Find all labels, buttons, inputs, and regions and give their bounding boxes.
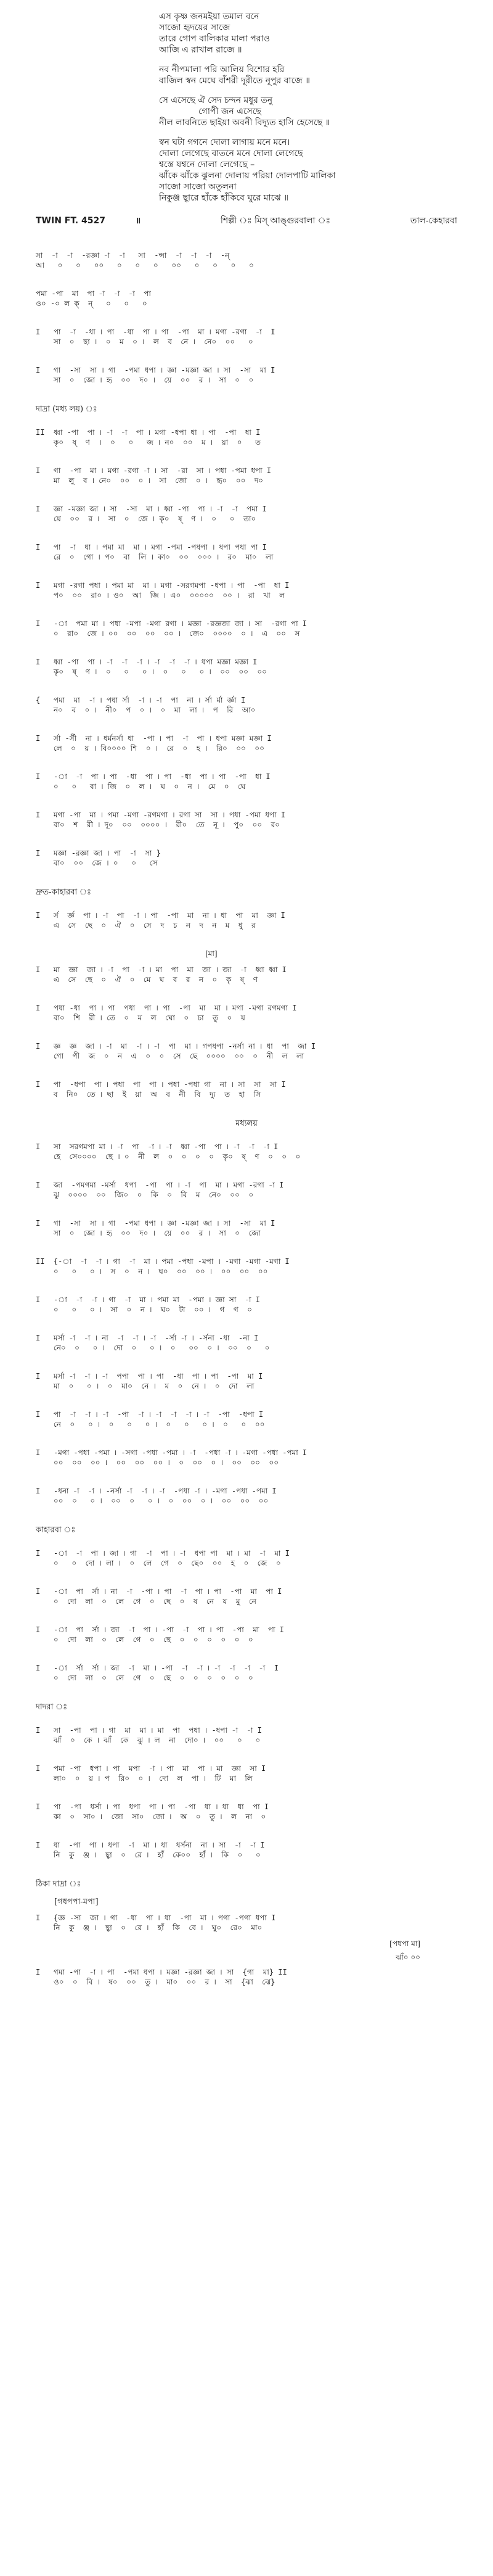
lyric-syllables: ০ ০ ০ । সা ০ ন । ঘ০ টা ০০ । গ গ ০ [36,1305,261,1314]
swara-line: I র্সা -র্সী না । ধর্মনর্সা ধা -পা । পা -া পা । ধপা মজ্ঞা মজ্ঞা I [36,734,272,743]
lyric-syllables: নে০ ০ ০ । দো ০ ০ । ০ ০০ ০ । ০০ ০ ০ [36,1344,279,1352]
swara-line: I পা -া -া । -া -পা -া । -া -া -া । -া -পা -ধপা I [36,1410,264,1419]
notation-row [36,427,457,447]
notation-row [36,1041,457,1061]
section-heading: দাদরা ঃ [36,1703,68,1712]
swara-line: পমা -পা মা পা -া -া -া পা [36,289,151,298]
lyric-syllables: ০ দো লা ০ লে গে ০ ছে ০ ০ ০ ০ ০ ০ [36,1674,263,1682]
lyric-syllables: ০ দো লা ০ লে গে ০ ছে ০ ০ ০ ০ ০ ০ [36,1635,263,1644]
notation-annotation: ঝাঁ০ ০০ [396,1953,420,1962]
notation-row [36,1003,457,1023]
notation-row [36,1725,457,1745]
lyric-syllables: কৃ০ ষ্ ণ । ০ ০ জ । ন০ ০০ ম । য়া ০ ত [36,438,270,447]
swara-line: I গা -সা সা । গা -পমা ধপা । জ্ঞা -মজ্ঞা জা । সা -সা মা I [36,1219,275,1228]
lyric-syllables: কৃ০ ষ্ ণ । ০ ০ ০ । ০ ০ ০ । ০০ ০০ ০০ [36,667,276,676]
swara-line: I -া পা র্সা । না -া -পা । পা -া পা । পা -পা মা পা I [36,1587,282,1596]
swara-line: I পা -ধপা পা । পধা পা পা । পধা -পধা গা না । সা সা সা I [36,1080,286,1089]
lyric-syllables: ঝাঁ ০ কে । ঝাঁ কে ঝু । ল না দো০ । ০০ ০ ০ [36,1736,269,1744]
section-heading: দাদ্রা (মধ্য লয়) ঃ [36,405,97,414]
swara-line: I -া -া -া । গা -া মা । পমা মা -পমা । জ্ঞা সা -া I [36,1295,260,1304]
swara-line: II ধ্বা -পা পা । -া -া পা । মগা -ধপা ধা । পা -পা ধা I [36,428,261,437]
notation-row [36,1410,457,1429]
swara-line: I গা -পা মা । মগা -রগা -া । সা -রা সা । পধা -পমা ধপা I [36,466,271,475]
notation-row [36,580,457,600]
lyric-syllables: বা০ শি রী । তে ০ ম ল ঘো ০ চা তু ০ য় [36,1013,255,1022]
swara-line: I -া পা র্সা । জা -া পা । -পা -া পা । পা -পা মা পা I [36,1625,284,1634]
notation-row [36,619,457,638]
lyric-syllables: এ সে ছে ০ ঐ ০ মে ঘ ব র ন ০ কৃ ষ্ ণ [36,975,267,984]
lyrics-line: গোপী জন এসেছে [198,107,261,117]
lyric-syllables: সা ০ জো । হৃ ০০ দ০ । য়ে ০০ র । সা ০ জো [36,1229,270,1237]
lyrics-line: সে এসেছে ঐ সেদ চন্দন মধুর তনু [159,96,273,105]
notation-row [36,1448,457,1468]
notation-row [36,542,457,562]
notation-row [36,695,457,715]
swara-line: I -া -া পা । পা -ধা পা । পা -ধা পা । পা -পা ধা I [36,772,271,781]
notation-annotation: [মা] [205,949,218,958]
swara-line: I -া র্সা র্সা । জা -া মা । -পা -া -া । -া -া -া -া I [36,1664,279,1672]
lyrics-stanza [159,64,479,86]
lyric-syllables: হে সে০০০০ ছে । ০ নী ল ০ ০ ০ ০ কৃ০ ষ্ ণ ০ ০ ০ [36,1152,309,1161]
swaralipi-notation [36,250,457,1987]
section-heading: মধ্যলয় [235,1119,258,1128]
swara-line: I মা জ্ঞা জা । -া পা -া । মা পা মা জা । জা -া ধ্বা ধ্বা I [36,965,287,974]
lyrics-line: সাজো সাজো অতুলনা [159,182,237,192]
lyrics-stanza [159,95,479,128]
swara-line: I পা -া ধা । পমা মা মা । মগা -পমা -পধপা । ধপা পধা পা I [36,543,267,551]
swara-line: I ধা -পা পা । ধপা -া মা । ধা ধর্সনা না । সা -া -া I [36,1841,265,1849]
lyrics-line: শ্বস্তে যশ্বনে দোলা লেগেছে – [159,160,255,170]
swara-line: I গমা -পা -া । পা -পমা ধপা । মজ্ঞা -রজ্ঞা জা । সা {গা মা} II [36,1968,287,1976]
notation-row [36,1663,457,1683]
lyric-syllables: ন০ ব ০ । নী০ প ০ । ০ মা লা । প রি আ০ [36,706,264,714]
swara-line: I জা -পমগমা -মর্সা ধপা -পা পা । -া পা মা । মগা -রগা -া I [36,1181,284,1189]
swara-line: II {-া -া -া । গা -া মা । পমা -পধা -মপা । -মগা -মগা -মগা I [36,1257,290,1266]
notation-row [36,365,457,385]
song-lyrics [159,11,479,204]
swara-line: I সা -পা পা । গা মা মা । মা পা পধা । -ধপা -া -া I [36,1726,262,1735]
lyrics-line: নব নীপমালা পরি আলিয় বিশোর হরি [159,65,285,75]
lyric-syllables: সা ০ জো । হৃ ০০ দ০ । য়ে ০০ র । সা ০ ০ [36,376,263,384]
swara-line: I সা সরগমপা মা । -া পা -া । -া ধ্বা -পা পা । -া -া -া I [36,1142,279,1151]
lyrics-line: সাজো হৃদয়ের সাজে [159,23,230,33]
notation-row [36,772,457,791]
notation-row [36,1625,457,1645]
swara-line: I -া পমা মা । পধা -মপা -মগা রগা । মজ্ঞা -রজ্ঞজা জা । সা -রগা পা I [36,619,308,628]
notation-row [36,965,457,985]
lyrics-line: বাজিল স্বন মেঘে বাঁশরী দূরীতে নূপুর বাজে ॥ [159,76,311,86]
swara-line: I পা -া -ধা । পা -ধা পা । পা -পা মা । মগা -রগা -া I [36,328,275,336]
notation-row [36,810,457,830]
artist-name: শিল্পী ঃ মিস্ আঙ্গুরবালা ঃ [220,216,331,226]
swara-line: I ধ্বা -পা পা । -া -া -া । -া -া -া । ধপা মজ্ঞা মজ্ঞা I [36,658,258,666]
lyric-syllables: কা ০ সা০ । জো সা০ জো । অ ০ তু । ল না ০ [36,1812,275,1821]
notation-row [36,327,457,347]
lyric-syllables: ০০ ০০ ০০ । ০০ ০০ ০০ । ০ ০০ ০ । ০০ ০০ ০০ [36,1458,288,1467]
lyrics-line: আজি এ রাখাল রাজে ॥ [159,45,242,55]
lyrics-line: তারে গোপ বালিকার মালা পরাও [159,34,270,44]
swara-line: I -া -া পা । জা । গা -া পা । -া ধপা পা মা । মা -া মা I [36,1549,290,1558]
lyrics-stanza [159,137,479,204]
lyric-syllables: য়ে ০০ র । সা ০ জে । কৃ০ ষ্ ণ । ০ ০ তা০ [36,514,265,523]
lyrics-line: নীল লাবনিতে ছাইয়া অবনী বিদ্যুত হাসি হেসেছে ॥ [159,118,330,128]
swara-line: I মর্সা -া -া । না -া -া । -া -র্সা -া । -র্সনা -ধা -না I [36,1334,259,1342]
swara-line: I জ্ঞা -মজ্ঞা জা । সা -সা মা । ধ্বা -পা পা । -া -া পমা I [36,505,267,513]
lyric-syllables: বা০ শ রী । দূ০ ০০ ০০০০ । রী০ তে নূ । পু০ ০০ র০ [36,820,289,829]
lyric-syllables: নি কু ঞ্জ । ছ্বা ০ রে । হাঁ কে০০ হাঁ । কি ০ ০ [36,1851,270,1859]
lyrics-line: স্বন ঘটা গগনে দোলা লাগায় মনে মনে। [159,138,290,147]
section-heading: কাহারবা ঃ [36,1525,76,1535]
swara-line: I {জ্ঞ -সা জা । গা -ধা পা । ধা -পা মা । পগা -পগা ধপা I [36,1913,276,1922]
notation-row [36,1967,457,1987]
swara-line: { পমা মা -া । পধা র্সা -া । -া পা না । র্সা র্মা র্জ্ঞা I [36,696,246,704]
swara-line: সা -া -া -রজ্ঞা -া -া সা -ন্সা -া -া -া -ন্ [36,251,230,260]
lyric-syllables: ০ ০ ০ । স ০ ন । ঘ০ ০০ ০০ । ০০ ০০ ০০ [36,1267,277,1276]
notation-row [36,1295,457,1315]
notation-row [36,1080,457,1099]
swara-line: I পমা -পা ধপা । পা মপা -া । পা মা পা । মা জ্ঞা সা I [36,1764,266,1773]
swara-line: I মগা -পা মা । পমা -মগা -রগমগা । রগা সা সা । পধা -পমা ধপা I [36,811,286,819]
lyric-syllables: লা০ ০ য় । প রি০ ০ । দো ল পা । টি মা লি [36,1774,262,1783]
swara-line: I পা -পা ধর্সা । পা ধপা পা । পা -পা ধা । ধা ধা পা I [36,1802,269,1811]
notation-row [36,657,457,677]
notation-row [36,910,457,930]
notation-row [36,1587,457,1606]
lyric-syllables: রে ০ গো । প০ বা লি । কা০ ০০ ০০০ । র০ মা০ লা [36,553,282,561]
record-info [36,213,457,228]
lyric-syllables: নে ০ ০ । ০ ০ ০ । ০ ০ ০ । ০ ০ ০০ [36,1420,274,1429]
tal-name: তাল-কেহারবা [410,216,457,226]
swara-line: I গা -সা সা । গা -পমা ধপা । জ্ঞা -মজ্ঞা জা । সা -সা মা I [36,366,275,374]
notation-row [36,250,457,270]
notation-row [36,733,457,753]
lyric-syllables: আ ০ ০ ০০ ০ ০ ০ ০০ ০ ০ ০ ০ [36,261,254,270]
lyric-syllables: ও০ ০ বি । ষ০ ০০ তু । মা০ ০০ র । সা {ঝা ঝে} [36,1978,284,1986]
swara-line: I জ্ঞ জ্ঞ জা । -া মা -া । -া পা মা । গপধপা -নর্সা না । ধা পা জা I [36,1042,316,1051]
notation-row [36,1371,457,1391]
section-heading: দ্রুত-কাহারবা ঃ [36,888,91,897]
lyric-syllables: প০ ০০ রা০ । ও০ আ জি । এ০ ০০০০০ ০০ । রা খা ল [36,591,294,600]
record-mark: ॥ [135,216,141,226]
swara-line: I পধা -ধা পা । পা পধা পা । পা -পা মা মা । মগা -মগা রগমগা I [36,1004,297,1012]
notation-row [36,1257,457,1276]
notation-row [36,1486,457,1506]
lyric-syllables: ০০ ০ ০ । ০০ ০ ০ । ০ ০০ ০ । ০০ ০০ ০০ [36,1496,277,1505]
lyric-syllables: বা০ ০০ জে । ০ ০ সে [36,859,166,867]
lyric-syllables: নি কু ঞ্জ । ছ্বা ০ রে । হাঁ কি বে । ঘু০ রে০ মা০ [36,1923,271,1932]
notation-annotation: [পধপা মা] [389,1939,420,1948]
lyric-syllables: ব নি০ তে । ছা ই য়া অ ব নী বি দ্যু ত হা সি [36,1090,270,1099]
swara-line: I মগা -রগা পধা । পমা মা মা । মগা -সরগমপা -ধপা । পা -পা ধা I [36,581,290,590]
notation-row [36,1142,457,1162]
lyric-syllables: মা ০ ০ । ০ মা০ নে । ম ০ নে । ০ দো লা [36,1382,263,1390]
notation-row [36,289,457,308]
lyric-syllables: ০ দো লা ০ লে গে ০ ছে ০ ষ নে য মু নে [36,1597,266,1606]
swara-line: I -মগা -পধা -পমা । -সগা -পধা -পমা । -া -পধা -া । -মগা -পধা -পমা I [36,1448,308,1457]
notation-annotation: [গধপপা-মপা] [54,1897,99,1907]
notation-row [36,1218,457,1238]
lyrics-stanza [159,11,479,56]
lyric-syllables: সা ০ ছা । ০ ম ০ । ল ব নে । নে০ ০০ ০ [36,337,263,346]
lyrics-line: ঝাঁকে ঝাঁকে ঝুলনা দোলায় পরিয়া দোলপাটি মালিকা [159,171,336,181]
notation-row [36,848,457,868]
notation-row [36,1802,457,1822]
notation-row [36,1333,457,1353]
lyric-syllables: লে ০ য় । বি০০০০ শি ০ । রে ০ হ । রি০ ০০ ০০ [36,744,274,753]
notation-row [36,504,457,524]
lyric-syllables: এ সে ছে ০ ঐ ০ সে দ চ ন দ ন ম ধু র [36,921,265,930]
swara-line: I র্স র্জ্ঞ পা । -া পা -া । পা -পা মা না । ধা পা মা জ্ঞা I [36,911,285,920]
lyric-syllables: ০ ০ দো । লা । ০ লে গে ০ ছে০ ০০ হ ০ জে ০ [36,1559,290,1567]
lyric-syllables: ও০ -০ ল ক্ ন্ ০ ০ ০ [36,299,147,308]
lyrics-line: এস কৃষ্ণ জনমইয়া তমাল বনে [159,12,259,22]
swara-line: I মজ্ঞা -রজ্ঞা জা । পা -া সা } [36,849,161,857]
notation-row [36,1548,457,1568]
notation-row [36,1764,457,1783]
notation-row [36,1180,457,1200]
record-number: TWIN FT. 4527 [36,216,105,226]
swara-line: I -ধনা -া -া । -নর্সা -া -া । -া -পধা -া । -মগা -পধা -পমা I [36,1487,277,1495]
notation-row [36,1913,457,1933]
lyric-syllables: ০ রা০ জে । ০০ ০০ ০০ ০০ । জে০ ০০০০ ০ । এ ০০ স [36,629,309,638]
lyric-syllables: গো পী জ ০ ন এ ০ ০ সে ছে ০০০০ ০০ ০ নী ল লা [36,1052,313,1060]
swara-line: I মর্সা -া -া । -া পপা পা । পা -ধা পা । পা -পা মা I [36,1372,263,1381]
notation-row [36,466,457,485]
lyrics-line: দোলা লেগেছে বাতনে মনে দোলা লেগেছে [159,149,303,159]
section-heading: ঠিকা দাদ্রা ঃ [36,1880,81,1889]
lyric-syllables: ঝু ০০০০ ০০ জি০ ০ কি ০ বি ম নে০ ০০ ০ [36,1191,263,1199]
notation-row [36,1840,457,1860]
lyric-syllables: ০ ০ বা । জি ০ ল । ঘ ০ ন । মে ০ ঘে [36,782,255,791]
lyrics-line: নিকুঞ্জ ছ্বারে হাঁকে হাঁকিবে ঘুরে মাঝে ॥ [159,193,289,203]
lyric-syllables: মা লু ব । নে০ ০০ ০ । সা জো ০ । হৃ০ ০০ দ০ [36,476,272,485]
